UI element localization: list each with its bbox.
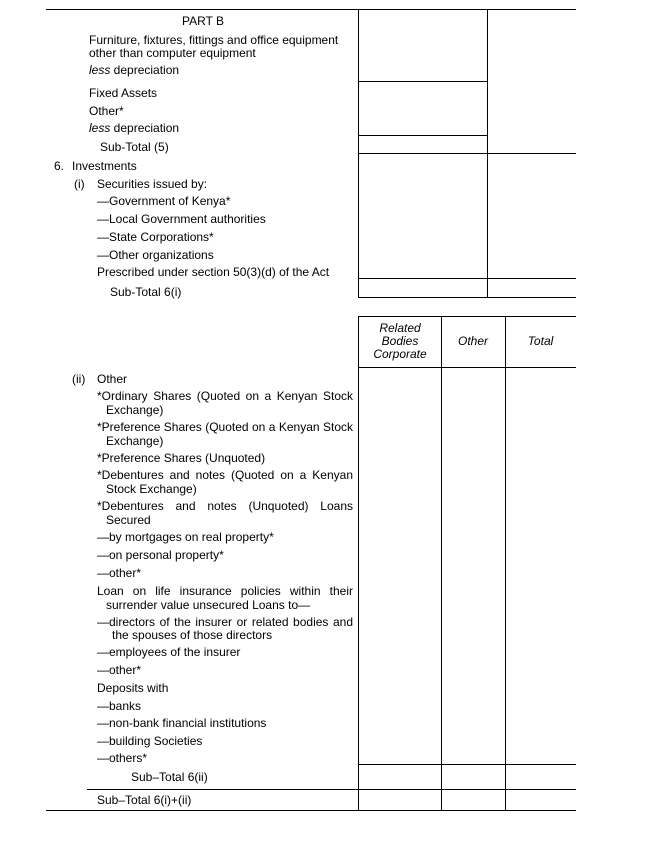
personal-property-item: —on personal property*: [97, 548, 224, 562]
header-related-line: Corporate: [373, 347, 427, 361]
sub-total-6i-ii: Sub–Total 6(i)+(ii): [97, 793, 192, 807]
part-b-col-divider-2: [487, 9, 488, 154]
securities-item: —Government of Kenya*: [97, 194, 231, 208]
depreciation-text: depreciation: [110, 63, 180, 77]
lower-col-divider-1: [358, 316, 359, 810]
part-b-top-rule: [46, 9, 576, 10]
ordinary-shares-line-2: Exchange): [106, 403, 164, 417]
deb-quoted-line-1: *Debentures and notes (Quoted on a Kenyan: [97, 468, 353, 482]
header-total: Total: [527, 334, 554, 348]
less-depreciation-1: [89, 63, 179, 77]
deb-unquoted-line-2: Secured: [106, 513, 151, 527]
employees-item: —employees of the insurer: [97, 645, 241, 659]
final-subtotal-rule: [46, 810, 576, 811]
other-label: Other: [97, 372, 128, 386]
mortgages-item: —by mortgages on real property*: [97, 530, 274, 544]
deb-unquoted-line-1: *Debentures and notes (Unquoted) Loans: [97, 499, 353, 513]
lower-table-header-rule: [358, 367, 576, 368]
furniture-line-2: other than computer equipment: [89, 46, 256, 60]
others-item: —others*: [97, 751, 148, 765]
less-depreciation-2: [89, 121, 179, 135]
pref-quoted-line-1: *Preference Shares (Quoted on a Kenyan Stock: [97, 420, 353, 434]
ii-marker: (ii): [72, 372, 86, 386]
investments-label: Investments: [72, 159, 137, 173]
loan-line-1: Loan on life insurance policies within their: [97, 584, 353, 598]
building-societies-item: —building Societies: [97, 734, 203, 748]
inv-subtotal-top-rule: [358, 278, 576, 279]
securities-issued-by: Securities issued by:: [97, 177, 208, 191]
loan-line-2: surrender value unsecured Loans to—: [106, 598, 311, 612]
less-italic: less: [89, 121, 111, 135]
part-b-subtotal-rule: [358, 153, 576, 154]
fixed-assets-label: Fixed Assets: [89, 86, 158, 100]
sub-total-6ii-bottom-rule: [87, 789, 576, 790]
banks-item: —banks: [97, 699, 142, 713]
lower-col-divider-2: [441, 316, 442, 810]
deb-quoted-line-2: Stock Exchange): [106, 482, 197, 496]
directors-line-2: the spouses of those directors: [112, 628, 273, 642]
securities-item: —Other organizations: [97, 248, 214, 262]
sub-total-6i: Sub-Total 6(i): [110, 285, 182, 299]
securities-item: —State Corporations*: [97, 230, 214, 244]
header-related-line: Bodies: [381, 334, 419, 348]
other-star-label: Other*: [89, 104, 124, 118]
prescribed-label: Prescribed under section 50(3)(d) of the Act: [97, 265, 330, 279]
inv-col-divider-1: [358, 154, 359, 298]
pref-quoted-line-2: Exchange): [106, 434, 164, 448]
inv-col-divider-2: [487, 154, 488, 298]
sub-total-5: Sub-Total (5): [100, 140, 169, 154]
i-marker: (i): [74, 177, 85, 191]
investments-number: 6.: [54, 159, 65, 173]
sub-total-6ii-top-rule: [358, 764, 576, 765]
directors-line-1: —directors of the insurer or related bodies and: [97, 615, 353, 629]
lower-col-divider-3: [505, 316, 506, 810]
furniture-line-1: Furniture, fixtures, fittings and office equipment: [89, 33, 339, 47]
ordinary-shares-line-1: *Ordinary Shares (Quoted on a Kenyan Stock: [97, 389, 353, 403]
part-b-cell-rule: [358, 81, 487, 82]
part-b-cell-rule: [358, 135, 487, 136]
part-b-heading: PART B: [182, 14, 225, 28]
less-italic: less: [89, 63, 111, 77]
other-star-item: —other*: [97, 566, 142, 580]
other-star-item: —other*: [97, 663, 142, 677]
header-related-line: Related: [379, 321, 421, 335]
securities-item: —Local Government authorities: [97, 212, 266, 226]
inv-subtotal-bottom-rule: [358, 297, 576, 298]
depreciation-text: depreciation: [110, 121, 180, 135]
sub-total-6ii: Sub–Total 6(ii): [131, 770, 208, 784]
deposits-with: Deposits with: [97, 681, 169, 695]
nonbank-item: —non-bank financial institutions: [97, 716, 267, 730]
lower-table-top-rule: [358, 316, 576, 317]
header-related-bodies-corporate: [358, 322, 442, 361]
pref-unquoted: *Preference Shares (Unquoted): [97, 451, 266, 465]
header-other: Other: [457, 334, 488, 348]
